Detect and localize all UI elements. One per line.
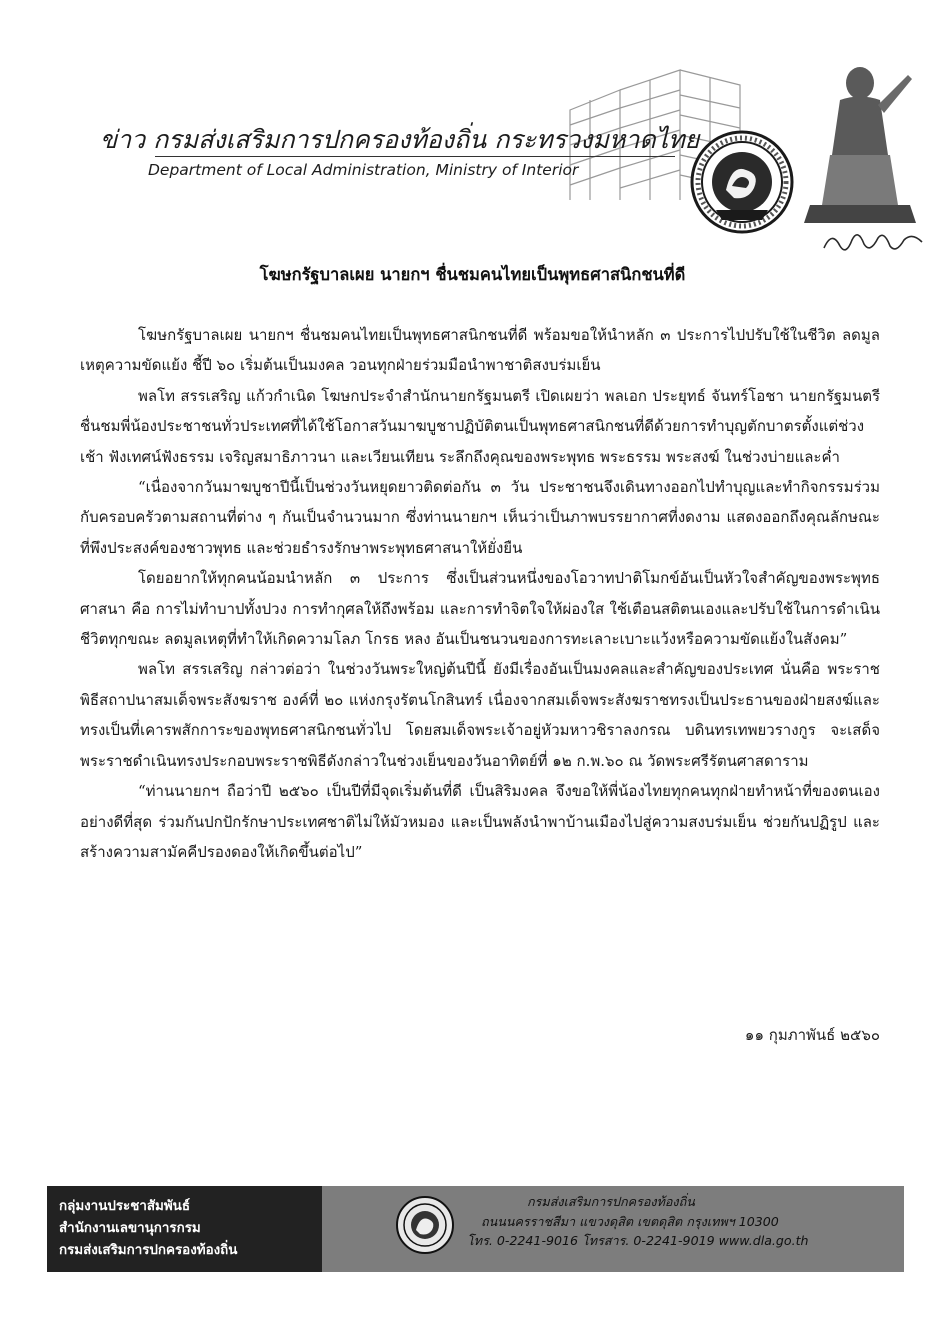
masthead-thai: ข่าว กรมส่งเสริมการปกครองท้องถิ่น กระทรวงมหาดไทย (100, 125, 700, 154)
signature-scribble (818, 222, 928, 262)
footer-unit-line: สำนักงานเลขานุการกรม (59, 1221, 201, 1236)
footer-unit-line: กรมส่งเสริมการปกครองท้องถิ่น (59, 1243, 238, 1258)
body-paragraph: โฆษกรัฐบาลเผย นายกฯ ชื่นชมคนไทยเป็นพุทธศาสนิกชนที่ดี พร้อมขอให้นำหลัก ๓ ประการไปปรับใช้ในชีวิต ลดมูลเหตุความขัดแย้ง ชี้ปี ๖๐ เริ่มต้นเป็นมงคล วอนทุกฝ่ายร่วมมือนำพาชาติสงบร่มเย็น (80, 326, 880, 375)
footer-unit-lines (59, 1196, 321, 1262)
footer-contact (459, 1192, 899, 1251)
department-seal-icon (688, 128, 796, 236)
footer-phone-web: โทร. 0-2241-9016 โทรสาร. 0-2241-9019 www.dla.go.th (467, 1233, 809, 1248)
body-paragraph: โดยอยากให้ทุกคนน้อมนำหลัก ๓ ประการ ซึ่งเป็นส่วนหนึ่งของโอวาทปาติโมกข์อันเป็นหัวใจสำคัญของพระพุทธศาสนา คือ การไม่ทำบาปทั้งปวง การทำกุศลให้ถึงพร้อม และการทำจิตใจให้ผ่องใส ใช้เตือนสติตนเองและปรับใช้ในการดำเนินชีวิตทุกขณะ ลดมูลเหตุที่ทำให้เกิดความโลภ โกรธ หลง อันเป็นชนวนของการทะเลาะเบาะแว้งหรือความขัดแย้งในสังคม” (80, 569, 880, 649)
news-headline: โฆษกรัฐบาลเผย นายกฯ ชื่นชมคนไทยเป็นพุทธศาสนิกชนที่ดี (259, 265, 686, 284)
body-paragraph: “ท่านนายกฯ ถือว่าปี ๒๕๖๐ เป็นปีที่มีจุดเริ่มต้นที่ดี เป็นสิริมงคล จึงขอให้พี่น้องไทยทุกคนทุกฝ่ายทำหน้าที่ของตนเองอย่างดีที่สุด ร่วมกันปกปักรักษาประเทศชาติไม่ให้มัวหมอง และเป็นพลังนำพาบ้านเมืองไปสู่ความสงบร่มเย็น ช่วยกันปฏิรูป และสร้างความสามัคคีปรองดองให้เกิดขึ้นต่อไป” (80, 782, 880, 861)
footer-unit-line: กลุ่มงานประชาสัมพันธ์ (59, 1199, 190, 1214)
footer-org-name: กรมส่งเสริมการปกครองท้องถิ่น (527, 1194, 695, 1209)
footer-unit-block (47, 1186, 322, 1272)
statue-illustration (790, 55, 930, 235)
body-paragraph: พลโท สรรเสริญ แก้วกำเนิด โฆษกประจำสำนักนายกรัฐมนตรี เปิดเผยว่า พลเอก ประยุทธ์ จันทร์โอชา นายกรัฐมนตรี ชื่นชมพี่น้องประชาชนทั่วประเทศที่ได้ใช้โอกาสวันมาฆบูชาปฏิบัติตนเป็นพุทธศาสนิกชนที่ดีด้วยการทำบุญตักบาตรตั้งแต่ช่วงเช้า ฟังเทศน์ฟังธรรม เจริญสมาธิภาวนา และเวียนเทียน ระลึกถึงคุณของพระพุทธ พระธรรม พระสงฆ์ ในช่วงบ่ายและค่ำ (80, 386, 880, 466)
body-paragraph: พลโท สรรเสริญ กล่าวต่อว่า ในช่วงวันพระใหญ่ต้นปีนี้ ยังมีเรื่องอันเป็นมงคลและสำคัญของประเทศ นั่นคือ พระราชพิธีสถาปนาสมเด็จพระสังฆราช องค์ที่ ๒๐ แห่งกรุงรัตนโกสินทร์ เนื่องจากสมเด็จพระสังฆราชทรงเป็นประธานของฝ่ายสงฆ์และทรงเป็นที่เคารพสักการะของพุทธศาสนิกชนทั่วไป โดยสมเด็จพระเจ้าอยู่หัวมหาวชิราลงกรณ บดินทรเทพยวรางกูร จะเสด็จพระราชดำเนินทรงประกอบพระราชพิธีดังกล่าวในช่วงเย็นของวันอาทิตย์ที่ ๑๒ ก.พ.๖๐ ณ วัดพระศรีรัตนศาสดาราม (80, 660, 880, 770)
news-body (80, 320, 880, 867)
masthead-english: Department of Local Administration, Ministry of Interior (148, 161, 579, 179)
letterhead (0, 0, 945, 262)
footer-banner (47, 1186, 904, 1272)
masthead-underline (155, 156, 675, 157)
release-date: ๑๑ กุมภาพันธ์ ๒๕๖๐ (744, 1026, 880, 1044)
footer-seal-icon (394, 1194, 456, 1256)
body-paragraph: “เนื่องจากวันมาฆบูชาปีนี้เป็นช่วงวันหยุดยาวติดต่อกัน ๓ วัน ประชาชนจึงเดินทางออกไปทำบุญและทำกิจกรรมร่วมกับครอบครัวตามสถานที่ต่าง ๆ กันเป็นจำนวนมาก ซึ่งท่านนายกฯ เห็นว่าเป็นภาพบรรยากาศที่งดงาม แสดงออกถึงคุณลักษณะที่พึงประสงค์ของชาวพุทธ และช่วยธำรงรักษาพระพุทธศาสนาให้ยั่งยืน (80, 478, 880, 557)
footer-address: ถนนนครราชสีมา แขวงดุสิต เขตดุสิต กรุงเทพฯ 10300 (481, 1213, 779, 1229)
